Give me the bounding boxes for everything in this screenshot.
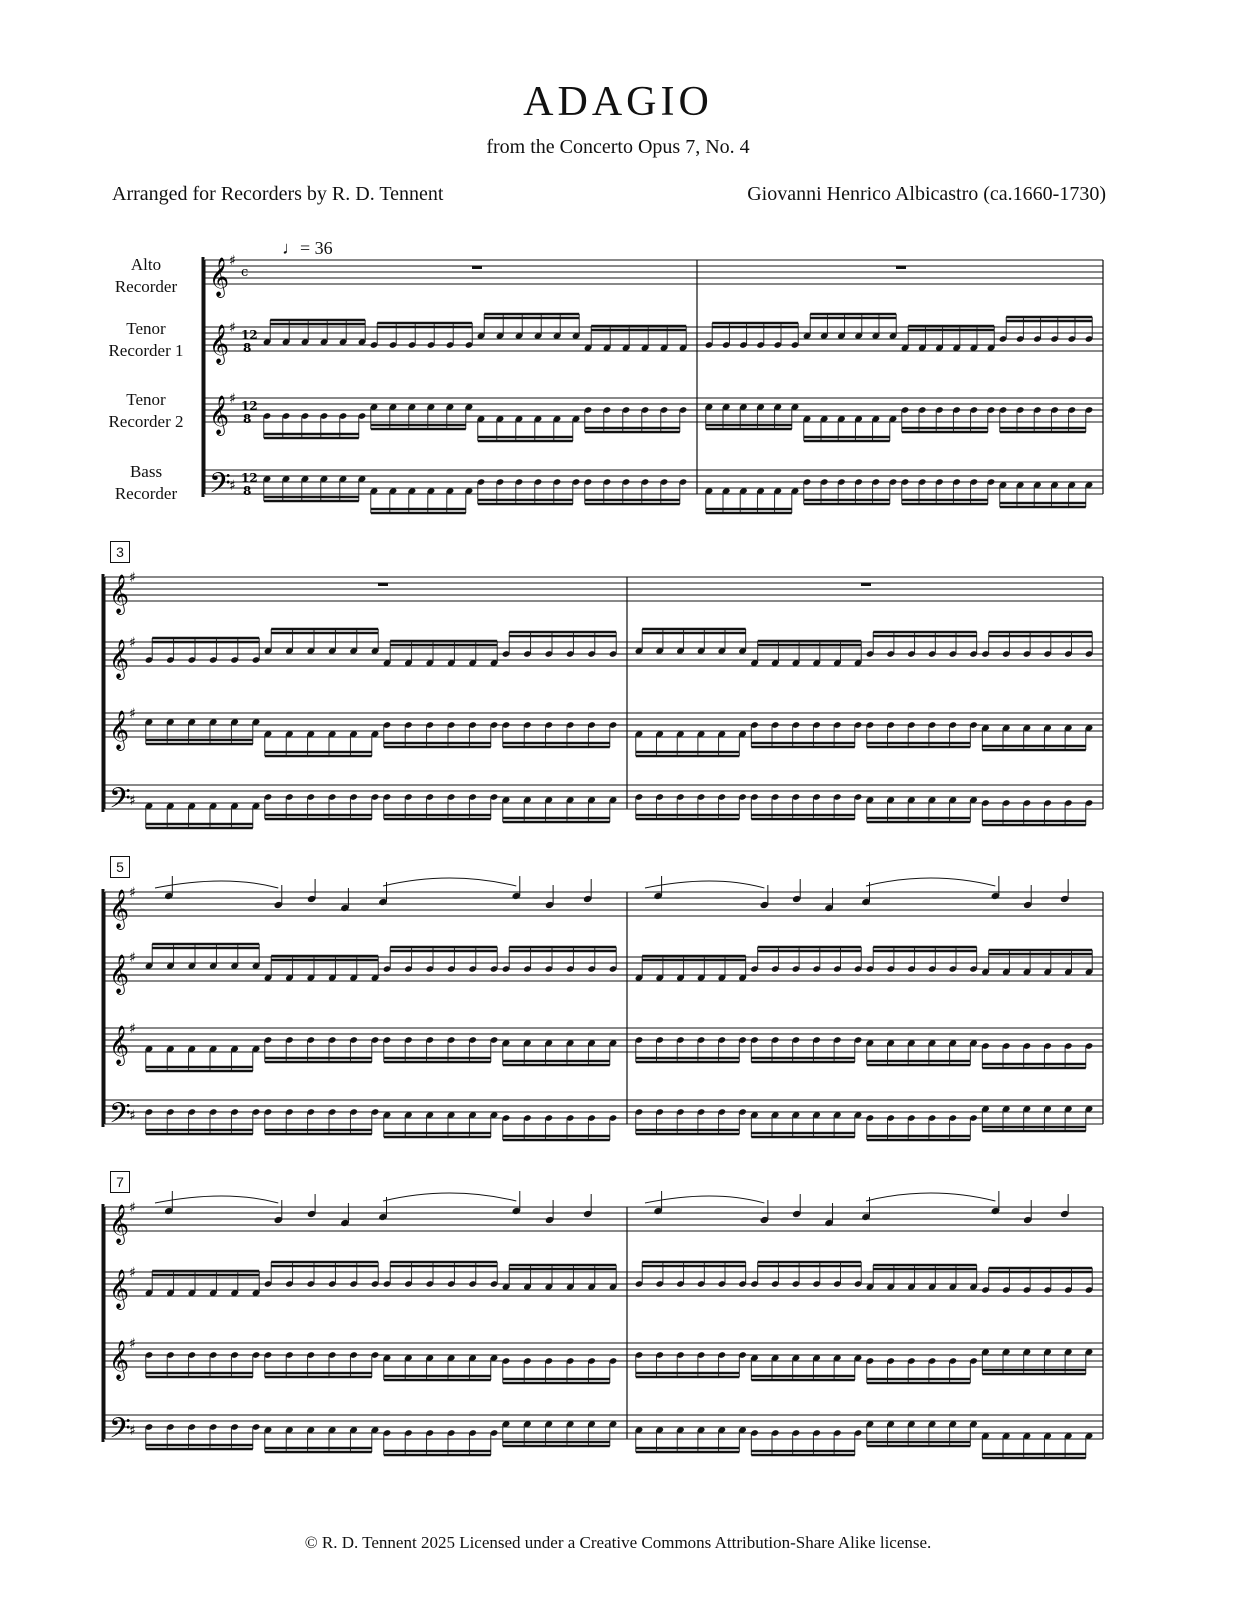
slur	[866, 878, 995, 886]
treble-clef-icon: 𝄞	[109, 1204, 130, 1244]
measure-number-3: 3	[110, 541, 130, 563]
sharp-icon: ♯	[129, 885, 136, 901]
sharp-icon: ♯	[129, 635, 136, 651]
instrument-label-tenor2: Tenor Recorder 2	[108, 390, 184, 431]
sharp-icon: ♯	[129, 950, 136, 966]
sharp-icon: ♯	[129, 1021, 136, 1037]
sharp-icon: ♯	[129, 1265, 136, 1281]
footer-license: © R. D. Tennent 2025 Licensed under a Creative Commons Attribution-Share Alike license.	[304, 1533, 932, 1552]
time-signature-bottom: 8	[243, 341, 252, 355]
whole-rest	[472, 266, 482, 269]
sharp-icon: ♯	[229, 391, 236, 407]
time-signature-top: 12	[241, 471, 258, 485]
time-signature-top: 12	[241, 399, 258, 413]
page-subtitle: from the Concerto Opus 7, No. 4	[486, 136, 750, 158]
slur	[645, 881, 764, 888]
slur	[866, 1193, 995, 1201]
arranger-credit: Arranged for Recorders by R. D. Tennent	[112, 183, 444, 205]
sharp-icon: ♯	[129, 570, 136, 586]
sharp-icon: ♯	[129, 1108, 136, 1124]
tempo-marking: ♩= 36	[282, 238, 333, 258]
treble-clef-icon: 𝄞	[109, 1269, 130, 1309]
sharp-icon: ♯	[129, 1336, 136, 1352]
treble-clef-icon: 𝄞	[109, 954, 130, 994]
sharp-icon: ♯	[229, 320, 236, 336]
treble-clef-icon: 𝄞	[209, 257, 230, 297]
bass-clef-icon: 𝄢	[109, 1097, 131, 1137]
bass-clef-icon: 𝄢	[109, 1412, 131, 1452]
time-signature-bottom: 8	[243, 484, 252, 498]
sharp-icon: ♯	[129, 1423, 136, 1439]
treble-clef-icon: 𝄞	[109, 574, 130, 614]
treble-clef-icon: 𝄞	[109, 889, 130, 929]
treble-clef-icon: 𝄞	[109, 710, 130, 750]
slur	[645, 1196, 764, 1203]
treble-clef-icon: 𝄞	[109, 639, 130, 679]
time-signature-bottom: 8	[243, 412, 252, 426]
sharp-icon: ♯	[229, 478, 236, 494]
whole-rest	[896, 266, 906, 269]
measure-number-5: 5	[110, 856, 130, 878]
instrument-label-alto: Alto Recorder	[114, 255, 178, 296]
whole-rest	[378, 583, 388, 586]
sharp-icon: ♯	[129, 1200, 136, 1216]
slur	[383, 1193, 516, 1201]
instrument-label-bass: Bass Recorder	[114, 462, 178, 503]
slur	[155, 1196, 278, 1203]
slur	[155, 881, 278, 888]
slur	[383, 878, 516, 886]
instrument-label-tenor1: Tenor Recorder 1	[108, 319, 184, 360]
page-title: ADAGIO	[523, 79, 713, 125]
composer-credit: Giovanni Henrico Albicastro (ca.1660-1730)	[747, 183, 1106, 205]
time-signature-top: 12	[241, 328, 258, 342]
sharp-icon: ♯	[129, 793, 136, 809]
bass-clef-icon: 𝄢	[109, 782, 131, 822]
treble-clef-icon: 𝄞	[109, 1025, 130, 1065]
treble-clef-icon: 𝄞	[209, 395, 230, 435]
bass-clef-icon: 𝄢	[209, 467, 231, 507]
whole-rest	[861, 583, 871, 586]
sharp-icon: ♯	[229, 253, 236, 269]
treble-clef-icon: 𝄞	[109, 1340, 130, 1380]
measure-number-7: 7	[110, 1171, 130, 1193]
sharp-icon: ♯	[129, 706, 136, 722]
time-signature: c	[241, 265, 249, 280]
treble-clef-icon: 𝄞	[209, 324, 230, 364]
